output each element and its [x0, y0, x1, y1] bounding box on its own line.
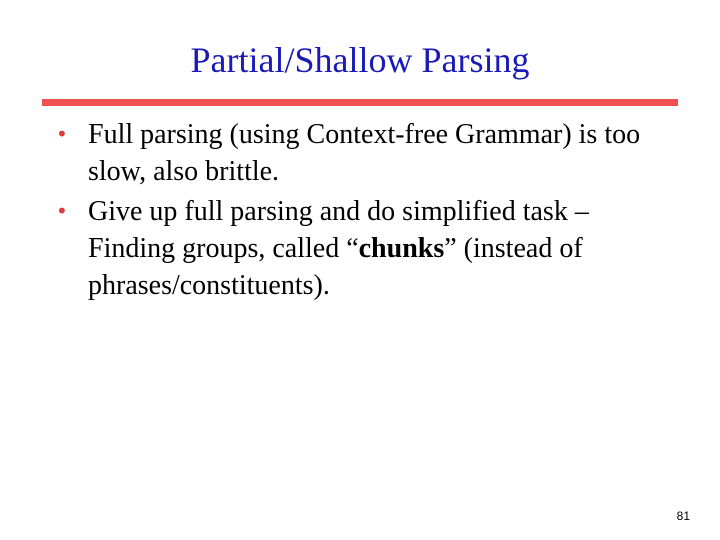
bullet-text-after: ” (instead of phrases/constituents).	[88, 233, 583, 301]
bullet-text: Full parsing (using Context-free Grammar) is too slow, also brittle.	[88, 119, 641, 187]
slide-title: Partial/Shallow Parsing	[190, 40, 530, 80]
bullet-item	[56, 193, 676, 304]
bullet-list	[56, 116, 676, 307]
bullet-dot-icon: •	[56, 199, 68, 223]
page-number: 81	[676, 509, 690, 523]
bullet-emphasis: chunks	[358, 233, 445, 264]
title-divider	[42, 99, 678, 106]
bullet-dot-icon: •	[56, 122, 68, 146]
bullet-text-before: Give up full parsing and do simplified task – Finding groups, called “	[88, 196, 589, 264]
bullet-item	[56, 116, 676, 190]
